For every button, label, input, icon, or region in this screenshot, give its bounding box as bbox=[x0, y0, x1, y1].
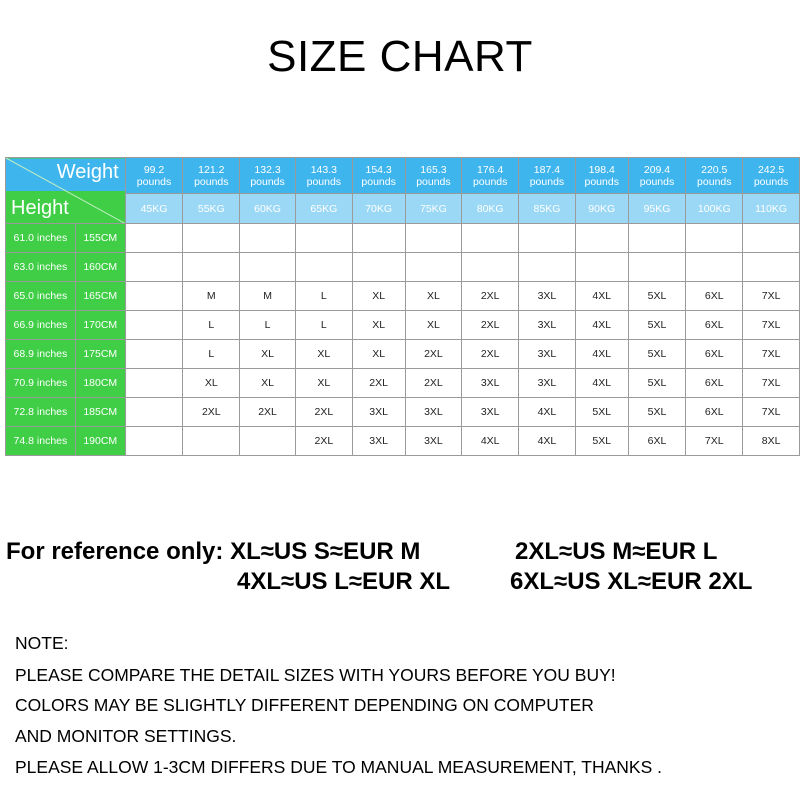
size-cell: 2XL bbox=[183, 398, 240, 427]
height-cm-cell: 175CM bbox=[75, 340, 125, 369]
pounds-value: 209.4 bbox=[643, 163, 671, 176]
note-line-monitor: AND MONITOR SETTINGS. bbox=[15, 726, 237, 746]
height-cm-cell: 190CM bbox=[75, 427, 125, 456]
pounds-unit: pounds bbox=[753, 175, 789, 188]
size-cell bbox=[125, 369, 183, 398]
size-cell: 7XL bbox=[743, 340, 800, 369]
size-cell: 5XL bbox=[628, 282, 686, 311]
size-cell: 3XL bbox=[519, 311, 576, 340]
height-inches-cell: 72.8 inches bbox=[6, 398, 76, 427]
size-cell: 3XL bbox=[352, 398, 405, 427]
pounds-header-cell bbox=[352, 158, 405, 194]
kg-header-cell: 70KG bbox=[352, 194, 405, 224]
size-cell: 3XL bbox=[462, 369, 519, 398]
size-cell bbox=[405, 224, 462, 253]
pounds-header-cell bbox=[628, 158, 686, 194]
height-cm-cell: 180CM bbox=[75, 369, 125, 398]
size-cell: 4XL bbox=[575, 282, 628, 311]
pounds-value: 165.3 bbox=[420, 163, 447, 176]
table-row bbox=[6, 398, 800, 427]
size-cell: 4XL bbox=[462, 427, 519, 456]
size-cell bbox=[183, 253, 240, 282]
size-cell: 7XL bbox=[743, 398, 800, 427]
size-cell: 5XL bbox=[628, 311, 686, 340]
pounds-value: 242.5 bbox=[757, 163, 785, 176]
page-title: SIZE CHART bbox=[267, 32, 533, 81]
height-axis-label: Height bbox=[11, 197, 69, 219]
kg-header-cell: 110KG bbox=[743, 194, 800, 224]
size-cell: M bbox=[183, 282, 240, 311]
pounds-header-cell bbox=[183, 158, 240, 194]
pounds-header-cell bbox=[240, 158, 296, 194]
size-cell bbox=[125, 282, 183, 311]
kg-header-cell: 60KG bbox=[240, 194, 296, 224]
size-cell: 4XL bbox=[519, 398, 576, 427]
size-cell: 3XL bbox=[519, 369, 576, 398]
size-cell: 6XL bbox=[686, 369, 743, 398]
pounds-header-cell bbox=[686, 158, 743, 194]
size-cell: 8XL bbox=[743, 427, 800, 456]
size-cell: 4XL bbox=[575, 369, 628, 398]
table-row bbox=[6, 340, 800, 369]
note-line-measurement: PLEASE ALLOW 1-3CM DIFFERS DUE TO MANUAL MEASUREMENT, THANKS . bbox=[15, 757, 662, 777]
size-cell bbox=[575, 253, 628, 282]
size-cell: 5XL bbox=[628, 340, 686, 369]
table-row bbox=[6, 282, 800, 311]
height-cm-cell: 165CM bbox=[75, 282, 125, 311]
pounds-value: 132.3 bbox=[254, 163, 281, 176]
kg-header-cell: 85KG bbox=[519, 194, 576, 224]
size-cell bbox=[125, 253, 183, 282]
size-cell: 2XL bbox=[405, 369, 462, 398]
size-cell: 2XL bbox=[352, 369, 405, 398]
size-cell bbox=[519, 253, 576, 282]
note-line-compare: PLEASE COMPARE THE DETAIL SIZES WITH YOURS BEFORE YOU BUY! bbox=[15, 665, 616, 685]
pounds-unit: pounds bbox=[416, 175, 451, 188]
pounds-unit: pounds bbox=[136, 175, 172, 188]
table-row bbox=[6, 253, 800, 282]
table-corner-header bbox=[6, 158, 126, 224]
pounds-value: 121.2 bbox=[198, 163, 225, 176]
pounds-value: 220.5 bbox=[701, 163, 728, 176]
size-cell: 3XL bbox=[352, 427, 405, 456]
pounds-value: 143.3 bbox=[310, 163, 337, 176]
size-cell bbox=[183, 224, 240, 253]
size-cell bbox=[295, 224, 352, 253]
size-cell bbox=[125, 311, 183, 340]
pounds-unit: pounds bbox=[250, 175, 285, 188]
size-cell: 5XL bbox=[575, 398, 628, 427]
size-cell bbox=[352, 253, 405, 282]
size-cell: 3XL bbox=[519, 340, 576, 369]
size-cell: XL bbox=[352, 282, 405, 311]
size-cell: 6XL bbox=[686, 398, 743, 427]
size-cell bbox=[686, 224, 743, 253]
size-cell: 2XL bbox=[462, 282, 519, 311]
pounds-value: 176.4 bbox=[477, 163, 504, 176]
pounds-header-cell bbox=[405, 158, 462, 194]
pounds-value: 198.4 bbox=[588, 163, 615, 176]
pounds-header-cell bbox=[295, 158, 352, 194]
size-cell: XL bbox=[240, 340, 296, 369]
pounds-value: 187.4 bbox=[533, 163, 561, 176]
size-cell: XL bbox=[240, 369, 296, 398]
size-cell: 5XL bbox=[628, 398, 686, 427]
size-cell: 3XL bbox=[462, 398, 519, 427]
kg-header-cell: 95KG bbox=[628, 194, 686, 224]
size-cell bbox=[125, 224, 183, 253]
pounds-unit: pounds bbox=[529, 175, 565, 188]
kg-header-cell: 55KG bbox=[183, 194, 240, 224]
size-cell bbox=[462, 253, 519, 282]
size-cell bbox=[125, 427, 183, 456]
size-cell: XL bbox=[352, 311, 405, 340]
reference-line-1-right: 2XL≈US M≈EUR L bbox=[515, 538, 718, 565]
table-row bbox=[6, 369, 800, 398]
pounds-header-cell bbox=[462, 158, 519, 194]
size-cell bbox=[352, 224, 405, 253]
height-inches-cell: 65.0 inches bbox=[6, 282, 76, 311]
pounds-header-row bbox=[6, 158, 800, 194]
size-cell: L bbox=[183, 311, 240, 340]
pounds-unit: pounds bbox=[639, 175, 675, 188]
size-cell bbox=[125, 340, 183, 369]
height-cm-cell: 170CM bbox=[75, 311, 125, 340]
size-cell bbox=[575, 224, 628, 253]
height-inches-cell: 61.0 inches bbox=[6, 224, 76, 253]
height-cm-cell: 185CM bbox=[75, 398, 125, 427]
height-cm-cell: 155CM bbox=[75, 224, 125, 253]
size-cell: 2XL bbox=[295, 398, 352, 427]
pounds-header-cell bbox=[743, 158, 800, 194]
table-row bbox=[6, 311, 800, 340]
weight-axis-label: Weight bbox=[56, 161, 119, 183]
size-cell: 4XL bbox=[575, 340, 628, 369]
size-cell: 7XL bbox=[743, 282, 800, 311]
size-cell bbox=[743, 224, 800, 253]
size-cell bbox=[125, 398, 183, 427]
size-cell bbox=[628, 224, 686, 253]
size-cell: 2XL bbox=[462, 340, 519, 369]
table-row bbox=[6, 224, 800, 253]
size-cell: 7XL bbox=[743, 311, 800, 340]
size-cell bbox=[183, 427, 240, 456]
size-cell: 4XL bbox=[519, 427, 576, 456]
size-cell: 3XL bbox=[405, 398, 462, 427]
pounds-unit: pounds bbox=[697, 175, 732, 188]
size-cell bbox=[519, 224, 576, 253]
size-cell: 4XL bbox=[575, 311, 628, 340]
pounds-unit: pounds bbox=[584, 175, 619, 188]
size-cell: XL bbox=[295, 369, 352, 398]
size-cell bbox=[240, 427, 296, 456]
height-inches-cell: 70.9 inches bbox=[6, 369, 76, 398]
size-chart-table bbox=[5, 157, 800, 456]
size-cell: 7XL bbox=[686, 427, 743, 456]
pounds-value: 154.3 bbox=[365, 163, 392, 176]
reference-line-1-left: For reference only: XL≈US S≈EUR M bbox=[6, 538, 421, 565]
size-cell bbox=[743, 253, 800, 282]
kg-header-cell: 75KG bbox=[405, 194, 462, 224]
pounds-unit: pounds bbox=[361, 175, 396, 188]
size-cell: 6XL bbox=[628, 427, 686, 456]
size-cell bbox=[628, 253, 686, 282]
size-cell bbox=[240, 253, 296, 282]
size-cell: 3XL bbox=[519, 282, 576, 311]
reference-line-2-right: 6XL≈US XL≈EUR 2XL bbox=[510, 568, 753, 595]
reference-line-2-left: 4XL≈US L≈EUR XL bbox=[237, 568, 451, 595]
kg-header-cell: 80KG bbox=[462, 194, 519, 224]
size-cell: XL bbox=[405, 311, 462, 340]
size-cell: XL bbox=[352, 340, 405, 369]
size-cell bbox=[686, 253, 743, 282]
note-heading: NOTE: bbox=[15, 633, 69, 653]
size-cell bbox=[462, 224, 519, 253]
pounds-value: 99.2 bbox=[143, 163, 165, 176]
height-inches-cell: 66.9 inches bbox=[6, 311, 76, 340]
kg-header-cell: 65KG bbox=[295, 194, 352, 224]
size-cell: L bbox=[295, 311, 352, 340]
size-cell: M bbox=[240, 282, 296, 311]
pounds-unit: pounds bbox=[472, 175, 508, 188]
height-cm-cell: 160CM bbox=[75, 253, 125, 282]
pounds-unit: pounds bbox=[194, 175, 229, 188]
size-cell: 2XL bbox=[462, 311, 519, 340]
size-cell: L bbox=[295, 282, 352, 311]
size-cell: 6XL bbox=[686, 340, 743, 369]
height-inches-cell: 63.0 inches bbox=[6, 253, 76, 282]
size-cell bbox=[295, 253, 352, 282]
size-cell bbox=[405, 253, 462, 282]
height-inches-cell: 68.9 inches bbox=[6, 340, 76, 369]
size-cell: 2XL bbox=[295, 427, 352, 456]
kg-header-cell: 100KG bbox=[686, 194, 743, 224]
size-cell: L bbox=[240, 311, 296, 340]
table-row bbox=[6, 427, 800, 456]
size-cell: XL bbox=[183, 369, 240, 398]
note-line-colors: COLORS MAY BE SLIGHTLY DIFFERENT DEPENDING ON COMPUTER bbox=[15, 695, 594, 715]
size-cell: 5XL bbox=[575, 427, 628, 456]
pounds-header-cell bbox=[575, 158, 628, 194]
pounds-header-cell bbox=[519, 158, 576, 194]
height-inches-cell: 74.8 inches bbox=[6, 427, 76, 456]
size-cell: 5XL bbox=[628, 369, 686, 398]
pounds-unit: pounds bbox=[306, 175, 342, 188]
size-cell: L bbox=[183, 340, 240, 369]
size-cell: 7XL bbox=[743, 369, 800, 398]
size-cell: 2XL bbox=[405, 340, 462, 369]
size-cell: 6XL bbox=[686, 282, 743, 311]
size-cell: 6XL bbox=[686, 311, 743, 340]
size-cell: XL bbox=[405, 282, 462, 311]
kg-header-cell: 45KG bbox=[125, 194, 183, 224]
pounds-header-cell bbox=[125, 158, 183, 194]
size-cell bbox=[240, 224, 296, 253]
kg-header-cell: 90KG bbox=[575, 194, 628, 224]
size-cell: XL bbox=[295, 340, 352, 369]
size-cell: 3XL bbox=[405, 427, 462, 456]
size-cell: 2XL bbox=[240, 398, 296, 427]
